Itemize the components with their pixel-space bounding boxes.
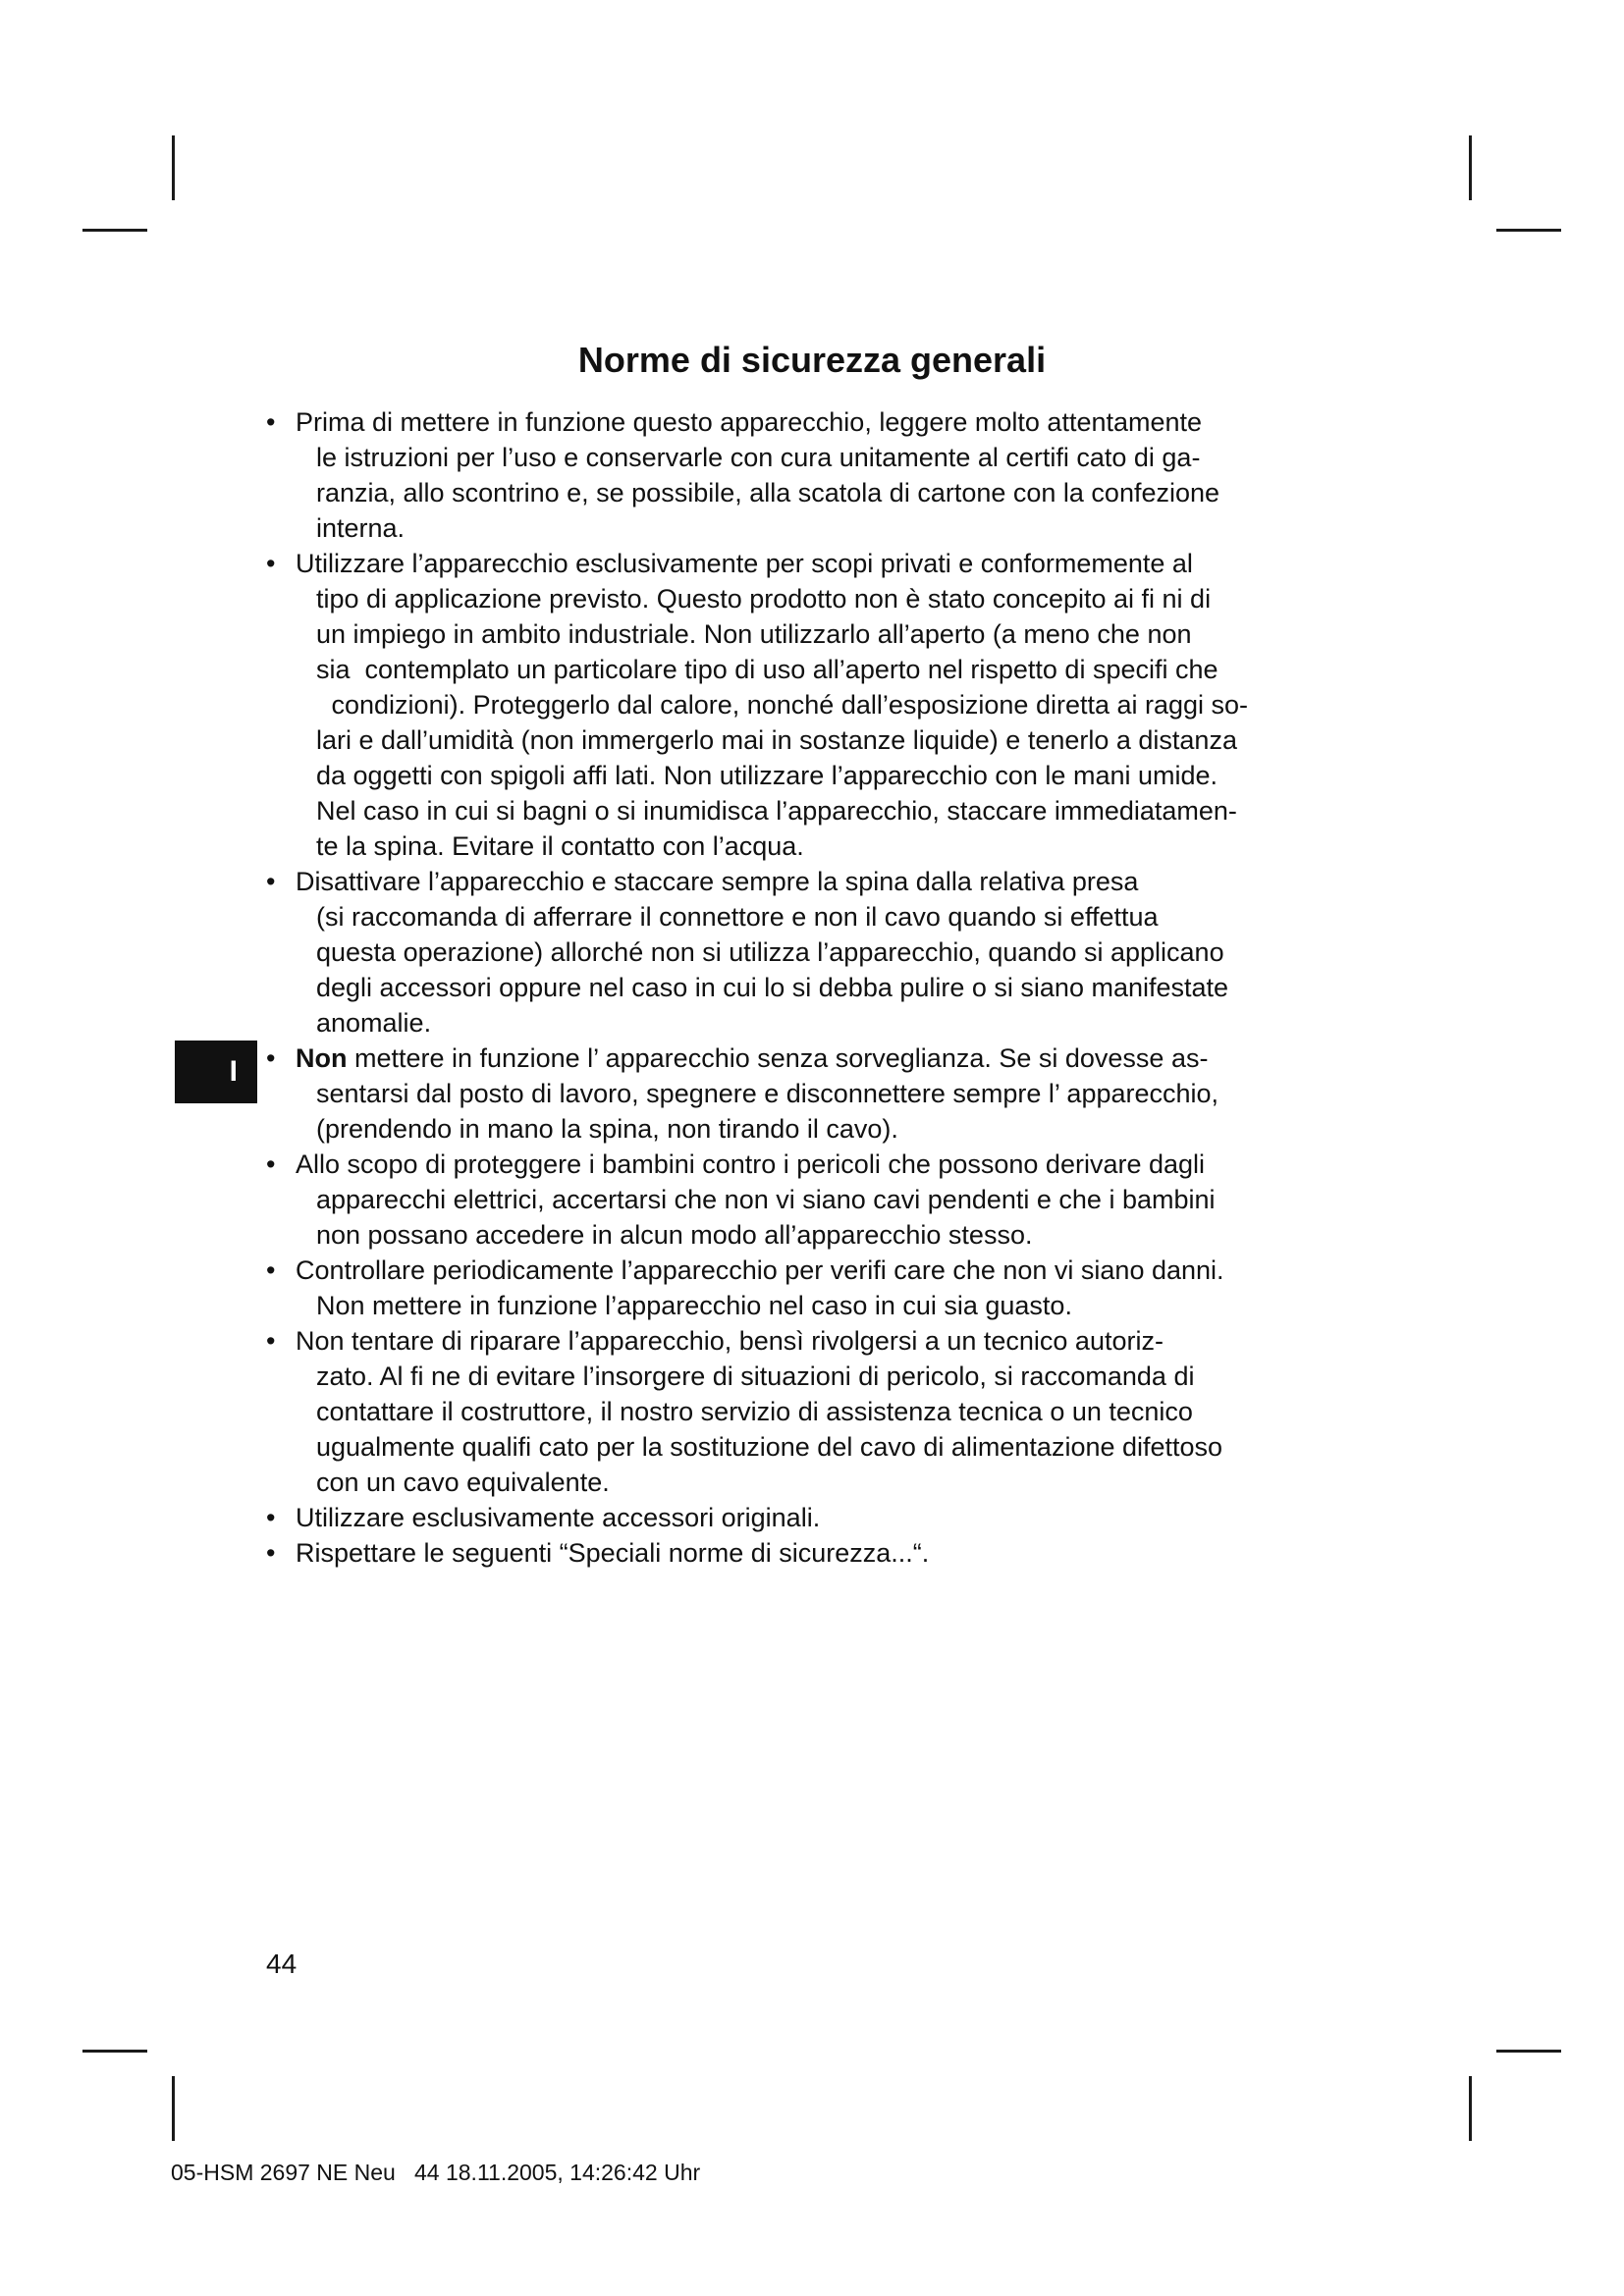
- rule-text-line: sia contemplato un particolare tipo di uso all’aperto nel rispetto di specifi che: [316, 655, 1218, 684]
- safety-rule-item: [266, 1147, 1376, 1253]
- rule-text-line: le istruzioni per l’uso e conservarle con cura unitamente al certifi cato di ga-: [316, 443, 1201, 472]
- rule-text-line: non possano accedere in alcun modo all’apparecchio stesso.: [316, 1220, 1033, 1250]
- page-number: 44: [266, 1949, 298, 1979]
- rule-text-line: Utilizzare esclusivamente accessori originali.: [296, 1503, 821, 1532]
- rule-text-rest: mettere in funzione l’ apparecchio senza sorveglianza. Se si dovesse as-: [347, 1043, 1209, 1073]
- rule-text-line: Controllare periodicamente l’apparecchio per verifi care che non vi siano danni.: [296, 1255, 1224, 1285]
- bullet-icon: •: [266, 1503, 276, 1532]
- bullet-icon: •: [266, 1043, 276, 1073]
- print-footer: 05-HSM 2697 NE Neu 44 18.11.2005, 14:26:42 Uhr: [171, 2160, 701, 2185]
- bullet-icon: •: [266, 867, 276, 896]
- safety-rule-item: [266, 1323, 1376, 1500]
- rule-text-line: lari e dall’umidità (non immergerlo mai in sostanze liquide) e tenerlo a distanza: [316, 725, 1237, 755]
- crop-mark-top-left-horizontal: [82, 229, 147, 232]
- rule-text-line: Non mettere in funzione l’apparecchio nel caso in cui sia guasto.: [316, 1291, 1072, 1320]
- rule-text-line: ranzia, allo scontrino e, se possibile, alla scatola di cartone con la confezione: [316, 478, 1220, 507]
- rule-text-line: sentarsi dal posto di lavoro, spegnere e disconnettere sempre l’ apparecchio,: [316, 1079, 1219, 1108]
- rule-text-line: degli accessori oppure nel caso in cui lo si debba pulire o si siano manifestate: [316, 973, 1229, 1002]
- language-tab: I: [175, 1041, 257, 1103]
- rule-text-line: zato. Al fi ne di evitare l’insorgere di situazioni di pericolo, si raccomanda di: [316, 1362, 1195, 1391]
- bullet-icon: •: [266, 1149, 276, 1179]
- crop-mark-top-right-vertical: [1469, 135, 1472, 200]
- rule-text-line: ugualmente qualifi cato per la sostituzione del cavo di alimentazione difettoso: [316, 1432, 1223, 1462]
- rule-text-line: Disattivare l’apparecchio e staccare sempre la spina dalla relativa presa: [296, 867, 1139, 896]
- rule-text-line: Nel caso in cui si bagni o si inumidisca l’apparecchio, staccare immediatamen-: [316, 796, 1237, 826]
- rule-text-line: apparecchi elettrici, accertarsi che non vi siano cavi pendenti e che i bambini: [316, 1185, 1216, 1214]
- rule-text-line: interna.: [316, 513, 406, 543]
- rule-text-line: [296, 1041, 1376, 1076]
- crop-mark-bottom-right-vertical: [1469, 2076, 1472, 2141]
- crop-mark-bottom-right-horizontal: [1496, 2050, 1561, 2053]
- rule-text-line: tipo di applicazione previsto. Questo prodotto non è stato concepito ai fi ni di: [316, 584, 1212, 614]
- safety-rule-item: [266, 1535, 1376, 1571]
- rule-text-line: te la spina. Evitare il contatto con l’acqua.: [316, 831, 804, 861]
- safety-rule-item: [266, 404, 1376, 546]
- rule-text-line: (si raccomanda di afferrare il connettore e non il cavo quando si effettua: [316, 902, 1159, 932]
- bullet-icon: •: [266, 1255, 276, 1285]
- crop-mark-bottom-left-vertical: [172, 2076, 175, 2141]
- rule-text-line: anomalie.: [316, 1008, 432, 1038]
- bullet-icon: •: [266, 407, 276, 437]
- bullet-icon: •: [266, 1326, 276, 1356]
- rule-text-line: Non tentare di riparare l’apparecchio, bensì rivolgersi a un tecnico autoriz-: [296, 1326, 1164, 1356]
- safety-rule-item: [266, 1253, 1376, 1323]
- rule-text-line: (prendendo in mano la spina, non tirando il cavo).: [316, 1114, 898, 1144]
- crop-mark-top-left-vertical: [172, 135, 175, 200]
- safety-rules-list: [266, 404, 1376, 1571]
- rule-text-line: condizioni). Proteggerlo dal calore, nonché dall’esposizione diretta ai raggi so-: [324, 690, 1249, 720]
- page-title: Norme di sicurezza generali: [577, 340, 1047, 380]
- safety-rule-item: [266, 546, 1376, 864]
- rule-text-line: Allo scopo di proteggere i bambini contro i pericoli che possono derivare dagli: [296, 1149, 1206, 1179]
- safety-rule-item: [266, 1041, 1376, 1147]
- rule-text-line: Utilizzare l’apparecchio esclusivamente per scopi privati e conformemente al: [296, 549, 1193, 578]
- bullet-icon: •: [266, 549, 276, 578]
- safety-rule-item: [266, 864, 1376, 1041]
- rule-text-line: Rispettare le seguenti “Speciali norme di sicurezza...“.: [296, 1538, 930, 1568]
- rule-text-line: questa operazione) allorché non si utilizza l’apparecchio, quando si applicano: [316, 937, 1224, 967]
- crop-mark-top-right-horizontal: [1496, 229, 1561, 232]
- safety-rule-item: [266, 1500, 1376, 1535]
- crop-mark-bottom-left-horizontal: [82, 2050, 147, 2053]
- rule-bold-lead: Non: [296, 1043, 348, 1073]
- rule-text-line: contattare il costruttore, il nostro servizio di assistenza tecnica o un tecnico: [316, 1397, 1193, 1426]
- rule-text-line: da oggetti con spigoli affi lati. Non utilizzare l’apparecchio con le mani umide.: [316, 761, 1218, 790]
- rule-text-line: con un cavo equivalente.: [316, 1468, 610, 1497]
- bullet-icon: •: [266, 1538, 276, 1568]
- rule-text-line: un impiego in ambito industriale. Non utilizzarlo all’aperto (a meno che non: [316, 619, 1192, 649]
- rule-text-line: Prima di mettere in funzione questo apparecchio, leggere molto attentamente: [296, 407, 1203, 437]
